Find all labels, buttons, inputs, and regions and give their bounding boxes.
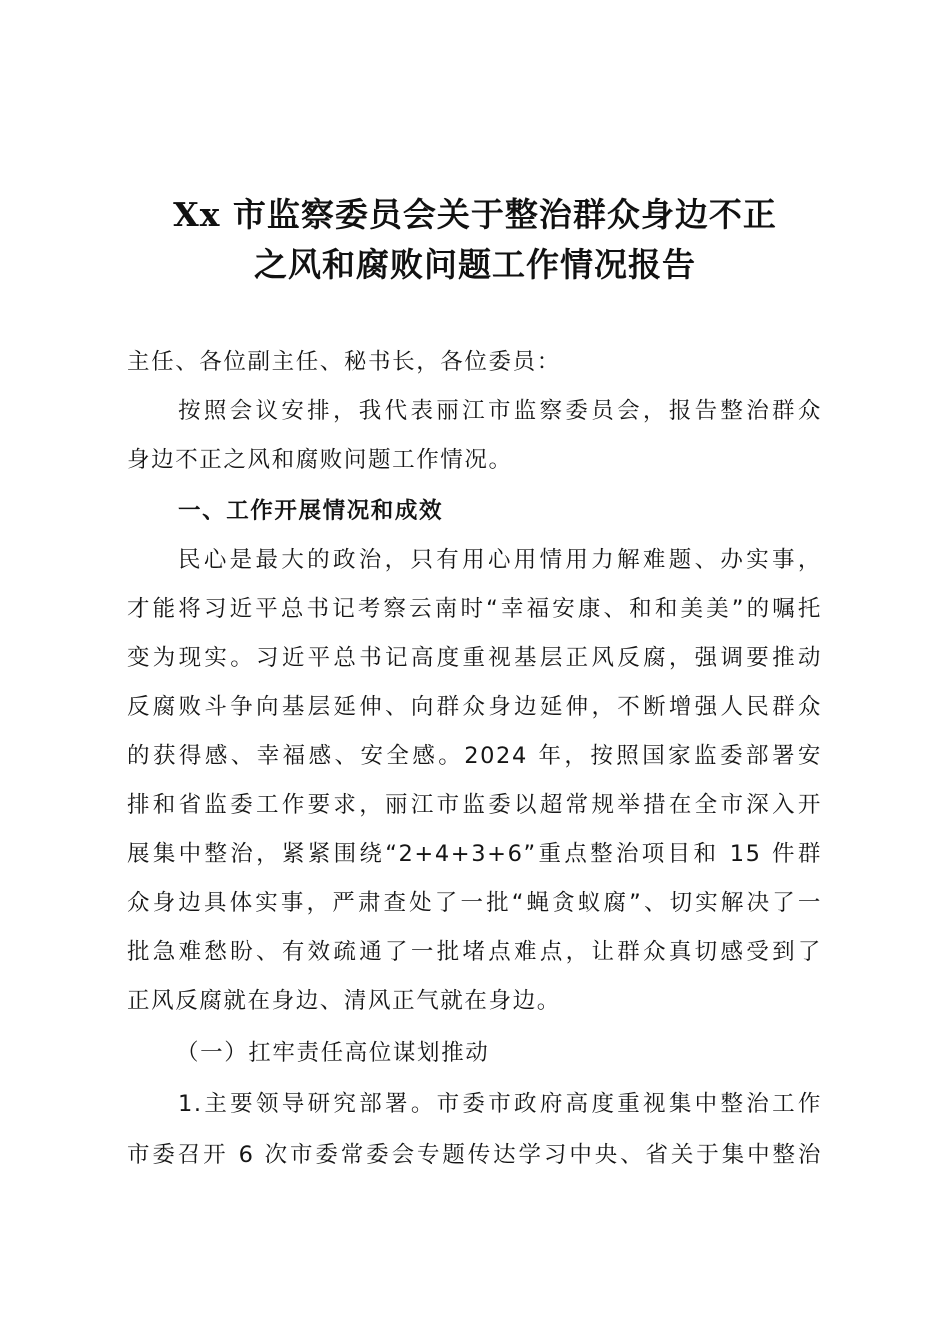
paragraph-line-4: 反腐败斗争向基层延伸、向群众身边延伸，不断增强人民群众 [127,694,822,720]
paragraph-line-6: 排和省监委工作要求，丽江市监委以超常规举措在全市深入开 [127,792,822,818]
document-title-line-2: 之风和腐败问题工作情况报告 [254,245,696,284]
item1-line-1: 1.主要领导研究部署。市委市政府高度重视集中整治工作 [178,1091,822,1117]
paragraph-line-3: 变为现实。习近平总书记高度重视基层正风反腐，强调要推动 [127,645,822,671]
paragraph-line-5: 的获得感、幸福感、安全感。2024 年，按照国家监委部署安 [127,743,822,769]
section-heading-1: 一、工作开展情况和成效 [178,498,444,524]
paragraph-line-1: 民心是最大的政治，只有用心用情用力解难题、办实事， [178,547,822,573]
paragraph-line-8: 众身边具体实事，严肃查处了一批“蝇贪蚁腐”、切实解决了一 [127,890,822,916]
intro-line-2: 身边不正之风和腐败问题工作情况。 [127,447,513,473]
paragraph-line-10: 正风反腐就在身边、清风正气就在身边。 [127,988,561,1014]
intro-line-1: 按照会议安排，我代表丽江市监察委员会，报告整治群众 [178,398,822,424]
subsection-heading-1: （一）扛牢责任高位谋划推动 [176,1040,490,1066]
paragraph-line-7: 展集中整治，紧紧围绕“2+4+3+6”重点整治项目和 15 件群 [127,841,822,867]
document-title-line-1: Xx 市监察委员会关于整治群众身边不正 [173,195,777,234]
paragraph-line-9: 批急难愁盼、有效疏通了一批堵点难点，让群众真切感受到了 [127,939,822,965]
salutation: 主任、各位副主任、秘书长，各位委员： [127,349,561,375]
item1-line-2: 市委召开 6 次市委常委会专题传达学习中央、省关于集中整治 [127,1142,822,1168]
paragraph-line-2: 才能将习近平总书记考察云南时“幸福安康、和和美美”的嘱托 [127,596,822,622]
